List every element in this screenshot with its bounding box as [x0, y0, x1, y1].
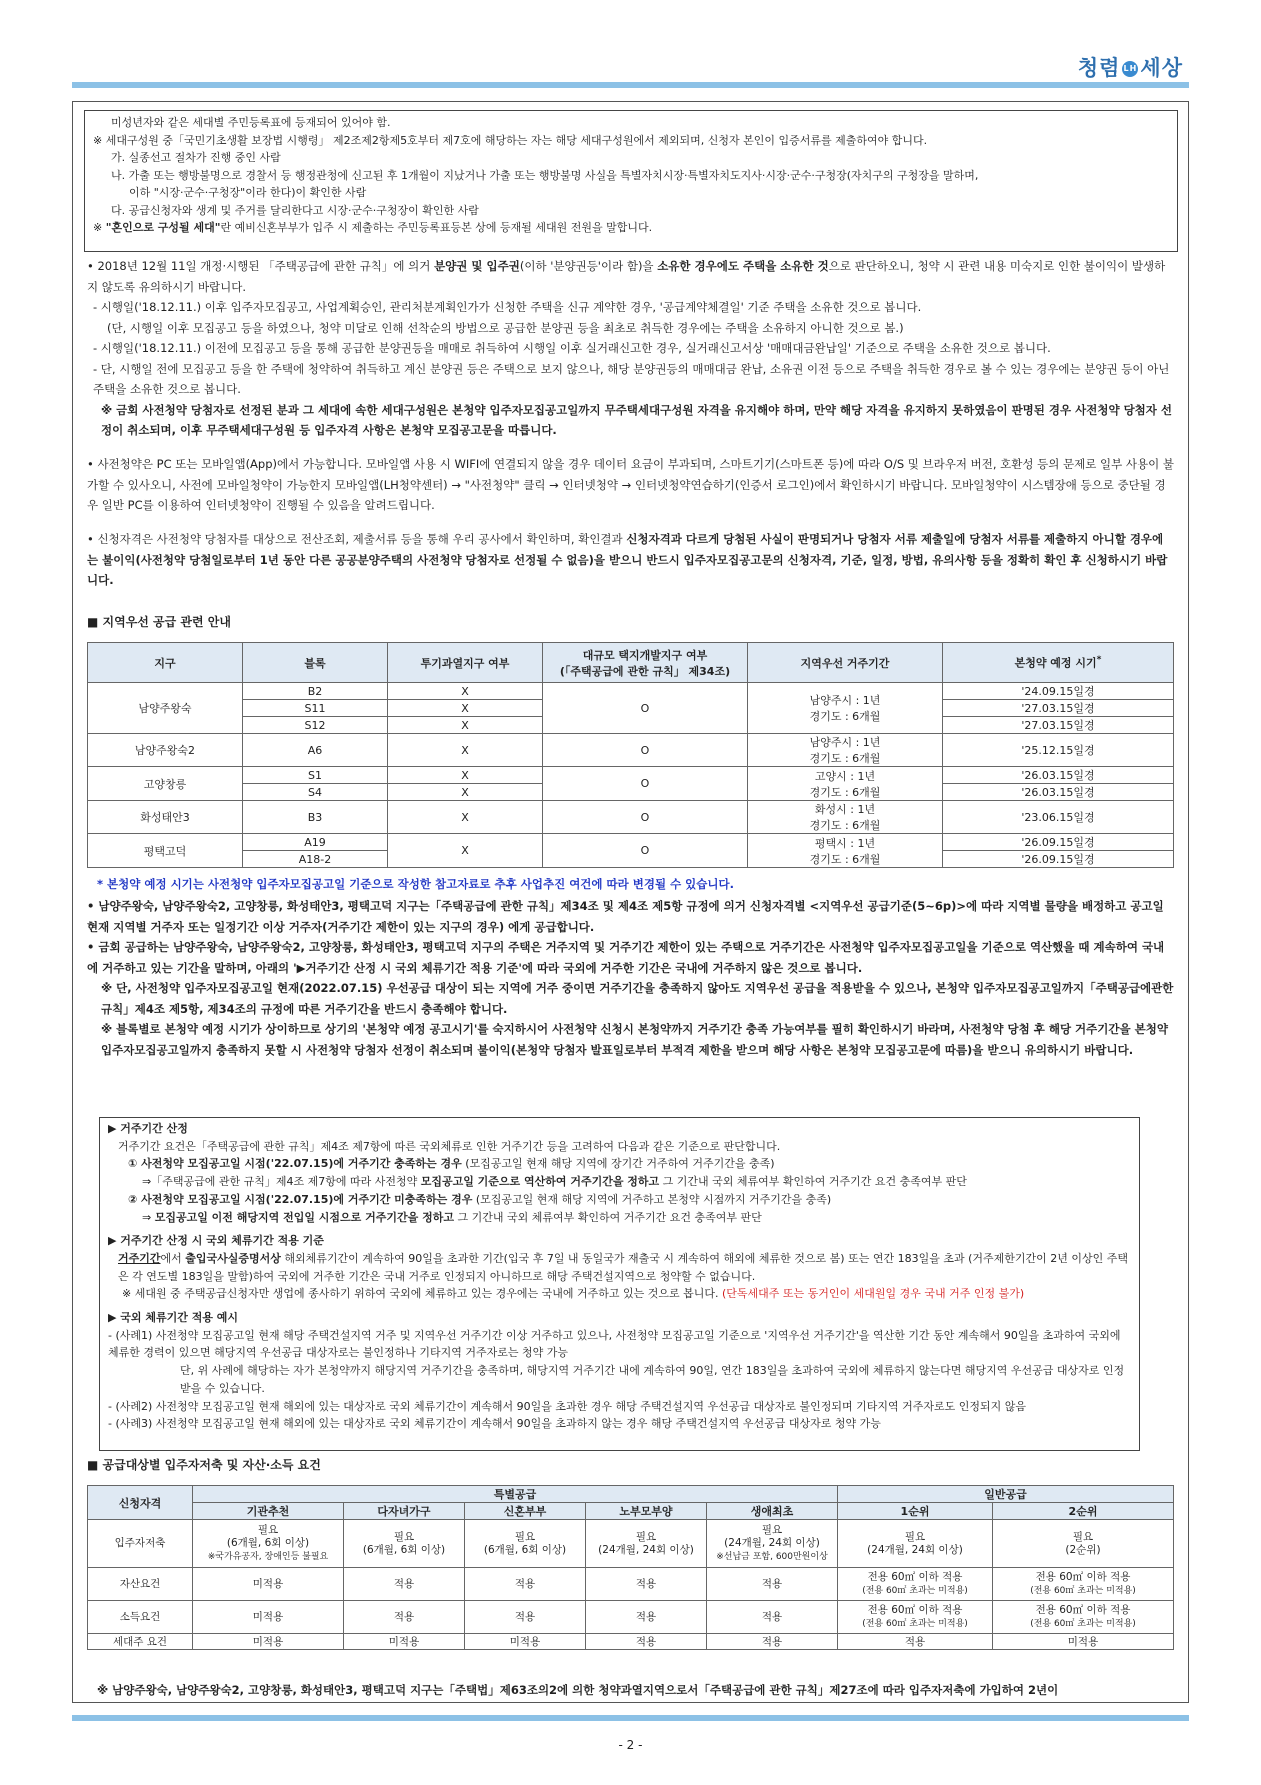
- table-cell: '23.06.15일경: [943, 801, 1174, 834]
- mobile-section: [87, 454, 1174, 516]
- box-line: ⇒ 모집공고일 이전 해당지역 전입일 시점으로 거주기간을 정하고 그 기간내 국외 체류여부 확인하여 거주기간 요건 충족여부 판단: [142, 1210, 762, 1224]
- paragraph: - 단, 시행일 전에 모집공고 등을 한 주택에 청약하여 취득하고 계신 분양권 등은 주택으로 보지 않으나, 해당 분양권등의 매매대금 완납, 소유권 이전 등으로 주택을 취득한 경우로 볼 수 있는 경우에는 분양권 등이 아닌 주택을 소유한 것으로 봅니다.: [93, 361, 1170, 396]
- table-header: 블록: [243, 643, 388, 683]
- header-rule: [72, 82, 1189, 88]
- table-cell: 적용: [707, 1601, 838, 1634]
- table-header: 기관추천: [193, 1503, 344, 1520]
- table-cell: 자산요건: [88, 1568, 193, 1601]
- qualification-section: [87, 529, 1174, 591]
- table-cell: B2: [243, 683, 388, 700]
- page-number: - 2 -: [618, 1738, 643, 1752]
- table-row: [88, 683, 1174, 700]
- table-row: [88, 1520, 1174, 1568]
- paragraph: (단, 시행일 이후 모집공고 등을 하였으나, 청약 미달로 인해 선착순의 방법으로 공급한 분양권 등을 최초로 취득한 경우에는 주택을 소유하지 아니한 것으로 봄.): [107, 320, 904, 335]
- table-cell: X: [388, 801, 543, 834]
- paragraph: ※ 금회 사전청약 당첨자로 선정된 분과 그 세대에 속한 세대구성원은 본청약 입주자모집공고일까지 무주택세대구성원 자격을 유지해야 하며, 만약 해당 자격을 유지하지 못하였음이 판명된 경우 사전청약 당첨자 선정이 취소되며, 이후 무주택세대구성원 등 입주자격 사항은 본청약 모집공고문을 따릅니다.: [101, 402, 1173, 437]
- table-cell: 미적용: [465, 1634, 586, 1650]
- footnote: ※ 남양주왕숙, 남양주왕숙2, 고양창릉, 화성태안3, 평택고덕 지구는「주택법」제63조의2에 의한 청약과열지역으로서「주택공급에 관한 규칙」제27조에 따라 입주자저축에 가입하여 2년이: [97, 1683, 1059, 1697]
- table-cell: 필요 (24개월, 24회 이상): [586, 1520, 707, 1568]
- table-header: 2순위: [993, 1503, 1174, 1520]
- supply-footnote: [87, 1680, 1174, 1701]
- table-cell: 적용: [707, 1634, 838, 1650]
- table-header: 일반공급: [838, 1486, 1174, 1503]
- paragraph: ※ 블록별로 본청약 예정 시기가 상이하므로 상기의 '본청약 예정 공고시기'를 숙지하시어 사전청약 신청시 본청약까지 거주기간 충족 가능여부를 필히 확인하시기 바라며, 사전청약 당첨 후 해당 거주기간을 본청약 입주자모집공고일까지 충족하지 못할 시 사전청약 당첨자 선정이 취소되며 불이익(본청약 당첨자 발표일로부터 부적격 제한을 받으며 해당 사항은 본청약 모집공고문에 따름)을 받으니 유의하시기 바랍니다.: [101, 1022, 1168, 1057]
- paragraph: - 시행일('18.12.11.) 이전에 모집공고 등을 통해 공급한 분양권등을 매매로 취득하여 시행일 이후 실거래신고한 경우, 실거래신고서상 '매매대금완납일' 기준으로 주택을 소유한 것으로 봅니다.: [93, 341, 1051, 355]
- table-header: 다자녀가구: [344, 1503, 465, 1520]
- box-line: - (사례1) 사전청약 모집공고일 현재 해당 주택건설지역 거주 및 지역우선 거주기간 이상 거주하고 있으나, 사전청약 모집공고일 기준으로 '지역우선 거주기간'을 역산한 기간 동안 계속해서 90일을 초과하여 국외에 체류한 경력이 있으면 해당지역 우선공급 대상자로는 불인정하나 기타지역 거주자로는 청약 가능: [108, 1328, 1121, 1360]
- paragraph: • 2018년 12월 11일 개정·시행된 「주택공급에 관한 규칙」에 의거 분양권 및 입주권(이하 '분양권등'이라 함)을 소유한 경우에도 주택을 소유한 것으로 판단하오니, 청약 시 관련 내용 미숙지로 인한 불이익이 발생하지 않도록 유의하시기 바랍니다.: [87, 259, 1166, 294]
- table-cell: 필요 (24개월, 24회 이상): [838, 1520, 993, 1568]
- box-heading: ▶ 거주기간 산정: [108, 1122, 188, 1135]
- note-line: 다. 공급신청자와 생계 및 주거를 달리한다고 시장·군수·구청장이 확인한 사람: [111, 203, 479, 217]
- box-line: - (사례3) 사전청약 모집공고일 현재 해외에 있는 대상자로 국외 체류기간이 계속해서 90일을 초과하지 않는 경우 해당 주택건설지역 우선공급 대상자로 청약 가능: [108, 1417, 881, 1431]
- table-cell: 적용: [465, 1568, 586, 1601]
- table-cell: 고양창릉: [88, 767, 243, 801]
- table-cell: 필요 (6개월, 6회 이상) ※국가유공자, 장애인등 불필요: [193, 1520, 344, 1568]
- table-cell: '27.03.15일경: [943, 700, 1174, 717]
- table-header: 대규모 택지개발지구 여부 (「주택공급에 관한 규칙」 제34조): [543, 643, 748, 683]
- table-cell: A19: [243, 834, 388, 851]
- table-header: 신혼부부: [465, 1503, 586, 1520]
- table-cell: 남양주왕숙: [88, 683, 243, 734]
- region-table: [87, 642, 1174, 868]
- supply-section: [87, 1455, 1174, 1476]
- table-row: [88, 1634, 1174, 1650]
- table-cell: A18-2: [243, 851, 388, 868]
- note-line: ※ "혼인으로 구성될 세대"란 예비신혼부부가 입주 시 제출하는 주민등록표등본 상에 등재될 세대원 전원을 말합니다.: [93, 221, 653, 234]
- box-line: 단, 위 사례에 해당하는 자가 본청약까지 해당지역 거주기간을 충족하며, 해당지역 거주기간 내에 계속하여 90일, 연간 183일을 초과하여 국외에 체류하지 않는다면 해당지역 우선공급 대상자로 인정받을 수 있습니다.: [180, 1364, 1125, 1395]
- table-cell: 필요 (6개월, 6회 이상): [344, 1520, 465, 1568]
- table-cell: 적용: [586, 1568, 707, 1601]
- table-cell: 남양주시 : 1년 경기도 : 6개월: [748, 683, 943, 734]
- table-cell: 전용 60㎡ 이하 적용 (전용 60㎡ 초과는 미적용): [993, 1568, 1174, 1601]
- table-header: 생애최초: [707, 1503, 838, 1520]
- table-cell: 미적용: [193, 1634, 344, 1650]
- regional-priority-section: [87, 896, 1174, 1060]
- table-header: 특별공급: [193, 1486, 838, 1503]
- table-cell: 필요 (2순위): [993, 1520, 1174, 1568]
- table-cell: 소득요건: [88, 1601, 193, 1634]
- table-cell: '27.03.15일경: [943, 717, 1174, 734]
- table-header: 노부모부양: [586, 1503, 707, 1520]
- table-header: 1순위: [838, 1503, 993, 1520]
- table-cell: S4: [243, 784, 388, 801]
- section-heading: ■ 지역우선 공급 관련 안내: [87, 615, 231, 629]
- note-line: 나. 가출 또는 행방불명으로 경찰서 등 행정관청에 신고된 후 1개월이 지났거나 가출 또는 행방불명 사실을 특별자치시장·특별자치도지사·시장·군수·구청장(자치구의 구청장을 말하며,: [111, 168, 979, 182]
- paragraph: • 신청자격은 사전청약 당첨자를 대상으로 전산조회, 제출서류 등을 통해 우리 공사에서 확인하며, 확인결과 신청자격과 다르게 당첨된 사실이 판명되거나 당첨자 서류 제출일에 당첨자 서류를 제출하지 아니할 경우에는 불이익(사전청약 당첨일로부터 1년 동안 다른 공공분양주택의 사전청약 당첨자로 선정될 수 없음)을 받으니 반드시 입주자모집공고문의 신청자격, 기준, 일정, 방법, 유의사항 등을 정확히 확인 후 신청하시기 바랍니다.: [87, 532, 1168, 587]
- table-cell: 평택시 : 1년 경기도 : 6개월: [748, 834, 943, 868]
- table-row: [88, 834, 1174, 851]
- table-cell: 화성태안3: [88, 801, 243, 834]
- table-cell: 고양시 : 1년 경기도 : 6개월: [748, 767, 943, 801]
- table-cell: 필요 (6개월, 6회 이상): [465, 1520, 586, 1568]
- section-heading: ■ 공급대상별 입주자저축 및 자산·소득 요건: [87, 1458, 321, 1472]
- lh-logo-icon: LH: [1122, 61, 1138, 77]
- table-cell: '24.09.15일경: [943, 683, 1174, 700]
- table-cell: 화성시 : 1년 경기도 : 6개월: [748, 801, 943, 834]
- box-line: - (사례2) 사전청약 모집공고일 현재 해외에 있는 대상자로 국외 체류기간이 계속해서 90일을 초과한 경우 해당 주택건설지역 우선공급 대상자로 불인정되며 기타지역 거주자로도 인정되지 않음: [108, 1399, 1027, 1413]
- table-cell: '25.12.15일경: [943, 734, 1174, 767]
- table-cell: 남양주시 : 1년 경기도 : 6개월: [748, 734, 943, 767]
- content-frame: [72, 101, 1189, 1703]
- table-cell: 전용 60㎡ 이하 적용 (전용 60㎡ 초과는 미적용): [838, 1601, 993, 1634]
- table-cell: 적용: [838, 1634, 993, 1650]
- supply-table: [87, 1485, 1174, 1650]
- table-cell: 전용 60㎡ 이하 적용 (전용 60㎡ 초과는 미적용): [993, 1601, 1174, 1634]
- table-header: 신청자격: [88, 1486, 193, 1520]
- table-header: 지역우선 거주기간: [748, 643, 943, 683]
- footer-rule: [72, 1715, 1189, 1721]
- paragraph: • 사전청약은 PC 또는 모바일앱(App)에서 가능합니다. 모바일앱 사용 시 WIFI에 연결되지 않을 경우 데이터 요금이 부과되며, 스마트기기(스마트폰 등)에 따라 O/S 및 브라우저 버전, 호환성 등의 문제로 일부 사용이 불가할 수 있사오니, 사전에 모바일청약이 가능한지 모바일앱(LH청약센터) → "사전청약" 클릭 → 인터넷청약 → 인터넷청약연습하기(인증서 로그인)에서 확인하시기 바랍니다. 모바일청약이 시스템장애 등으로 중단될 경우 일반 PC를 이용하여 인터넷청약이 진행될 수 있음을 알려드립니다.: [87, 457, 1174, 512]
- table-cell: O: [543, 834, 748, 868]
- table-cell: X: [388, 834, 543, 868]
- supply-table-wrap: [87, 1485, 1174, 1650]
- table-row: [88, 734, 1174, 767]
- note-line: 가. 실종선고 절차가 진행 중인 사람: [111, 151, 281, 164]
- note-line: ※ 세대구성원 중「국민기초생활 보장법 시행령」 제2조제2항제5호부터 제7호에 해당하는 자는 해당 세대구성원에서 제외되며, 신청자 본인이 입증서류를 제출하여야 합니다.: [93, 133, 928, 147]
- table-cell: 적용: [465, 1601, 586, 1634]
- box-line: 거주기간 요건은「주택공급에 관한 규칙」제4조 제7항에 따른 국외체류로 인한 거주기간 등을 고려하여 다음과 같은 기준으로 판단합니다.: [118, 1139, 781, 1153]
- table-cell: '26.09.15일경: [943, 834, 1174, 851]
- table-cell: 세대주 요건: [88, 1634, 193, 1650]
- table-cell: X: [388, 717, 543, 734]
- table-cell: O: [543, 801, 748, 834]
- table-row: [88, 1601, 1174, 1634]
- region-table-wrap: [87, 642, 1174, 868]
- residence-period-box: [99, 1117, 1140, 1451]
- table-row: [88, 767, 1174, 784]
- table-cell: 필요 (24개월, 24회 이상) ※선납금 포함, 600만원이상: [707, 1520, 838, 1568]
- paragraph: • 남양주왕숙, 남양주왕숙2, 고양창릉, 화성태안3, 평택고덕 지구는「주택공급에 관한 규칙」제34조 및 제4조 제5항 규정에 의거 신청자격별 <지역우선 공급기준(5~6p)>에 따라 지역별 물량을 배정하고 공고일 현재 지역별 거주자 또는 일정기간 이상 거주자(거주기간 제한이 있는 지구의 경우) 에게 공급합니다.: [87, 899, 1164, 934]
- table-cell: '26.03.15일경: [943, 767, 1174, 784]
- region-note: [87, 874, 1174, 895]
- box-line: ② 사전청약 모집공고일 시점('22.07.15)에 거주기간 미충족하는 경우 (모집공고일 현재 해당 지역에 거주하고 본청약 시점까지 거주기간을 충족): [128, 1192, 832, 1206]
- table-cell: 평택고덕: [88, 834, 243, 868]
- table-cell: 미적용: [993, 1634, 1174, 1650]
- table-cell: 적용: [707, 1568, 838, 1601]
- table-cell: '26.09.15일경: [943, 851, 1174, 868]
- paragraph: - 시행일('18.12.11.) 이후 입주자모집공고, 사업계획승인, 관리처분계획인가가 신청한 주택을 신규 계약한 경우, '공급계약체결일' 기준 주택을 소유한 것으로 봅니다.: [93, 300, 922, 314]
- box-line: ① 사전청약 모집공고일 시점('22.07.15)에 거주기간 충족하는 경우 (모집공고일 현재 해당 지역에 장기간 거주하여 거주기간을 충족): [128, 1157, 775, 1171]
- table-cell: X: [388, 683, 543, 700]
- table-cell: 적용: [344, 1568, 465, 1601]
- note-line: 이하 "시장·군수·구청장"이라 한다)이 확인한 사람: [129, 186, 367, 199]
- table-header: 본청약 예정 시기*: [943, 643, 1174, 683]
- table-cell: X: [388, 700, 543, 717]
- household-note-box: [84, 110, 1178, 252]
- table-row: [88, 801, 1174, 834]
- region-section: [87, 612, 1174, 633]
- table-header: 지구: [88, 643, 243, 683]
- table-row: [88, 1568, 1174, 1601]
- table-cell: O: [543, 734, 748, 767]
- table-cell: 입주자저축: [88, 1520, 193, 1568]
- table-cell: O: [543, 767, 748, 801]
- table-cell: 미적용: [193, 1568, 344, 1601]
- table-cell: B3: [243, 801, 388, 834]
- table-cell: A6: [243, 734, 388, 767]
- paragraph: • 금회 공급하는 남양주왕숙, 남양주왕숙2, 고양창릉, 화성태안3, 평택고덕 지구의 주택은 거주지역 및 거주기간 제한이 있는 주택으로 거주기간은 사전청약 입주자모집공고일을 기준으로 역산했을 때 계속하여 국내에 거주하고 있는 기간을 말하며, 아래의 '▶거주기간 산정 시 국외 체류기간 적용 기준'에 따라 국외에 거주한 기간은 국내에 거주하지 않은 것으로 봅니다.: [87, 940, 1165, 975]
- table-cell: X: [388, 767, 543, 784]
- table-cell: 적용: [586, 1601, 707, 1634]
- table-cell: S1: [243, 767, 388, 784]
- note-line: 미성년자와 같은 세대별 주민등록표에 등재되어 있어야 함.: [111, 116, 391, 129]
- table-cell: S11: [243, 700, 388, 717]
- table-cell: 적용: [586, 1634, 707, 1650]
- logo: 청렴 LH 세상: [1077, 56, 1183, 80]
- paragraph: ※ 단, 사전청약 입주자모집공고일 현재(2022.07.15) 우선공급 대상이 되는 지역에 거주 중이면 거주기간을 충족하지 않아도 지역우선 공급을 적용받을 수 있으나, 본청약 입주자모집공고일까지「주택공급에관한규칙」제4조 제5항, 제34조의 규정에 따른 거주기간을 반드시 충족해야 합니다.: [101, 981, 1174, 1016]
- table-cell: O: [543, 683, 748, 734]
- box-line: ※ 세대원 중 주택공급신청자만 생업에 종사하기 위하여 국외에 체류하고 있는 경우에는 국내에 거주하고 있는 것으로 봅니다. (단독세대주 또는 동거인이 세대원일 경우 국내 거주 인정 불가): [122, 1287, 1025, 1301]
- box-heading: ▶ 거주기간 산정 시 국외 체류기간 적용 기준: [108, 1234, 324, 1248]
- table-cell: X: [388, 784, 543, 801]
- table-cell: 남양주왕숙2: [88, 734, 243, 767]
- table-header: 투기과열지구 여부: [388, 643, 543, 683]
- table-cell: '26.03.15일경: [943, 784, 1174, 801]
- presale-rights-section: [87, 256, 1174, 441]
- table-cell: 미적용: [344, 1634, 465, 1650]
- box-heading: ▶ 국외 체류기간 적용 예시: [108, 1311, 239, 1325]
- footnote: * 본청약 예정 시기는 사전청약 입주자모집공고일 기준으로 작성한 참고자료로 추후 사업추진 여건에 따라 변경될 수 있습니다.: [97, 877, 734, 891]
- table-cell: 적용: [344, 1601, 465, 1634]
- table-cell: 전용 60㎡ 이하 적용 (전용 60㎡ 초과는 미적용): [838, 1568, 993, 1601]
- box-line: 거주기간에서 출입국사실증명서상 해외체류기간이 계속하여 90일을 초과한 기간(입국 후 7일 내 동일국가 재출국 시 계속하여 해외에 체류한 것으로 봄) 또는 연간 183일을 초과 (거주제한기간이 2년 이상인 주택은 각 연도별 183일을 말함)하여 국외에 거주한 기간은 국내 거주로 인정되지 아니하므로 해당 주택건설지역으로 청약할 수 없습니다.: [118, 1251, 1128, 1283]
- table-cell: X: [388, 734, 543, 767]
- table-cell: S12: [243, 717, 388, 734]
- box-line: ⇒「주택공급에 관한 규칙」제4조 제7항에 따라 사전청약 모집공고일 기준으로 역산하여 거주기간을 정하고 그 기간내 국외 체류여부 확인하여 거주기간 요건 충족여부 판단: [142, 1175, 967, 1189]
- table-cell: 미적용: [193, 1601, 344, 1634]
